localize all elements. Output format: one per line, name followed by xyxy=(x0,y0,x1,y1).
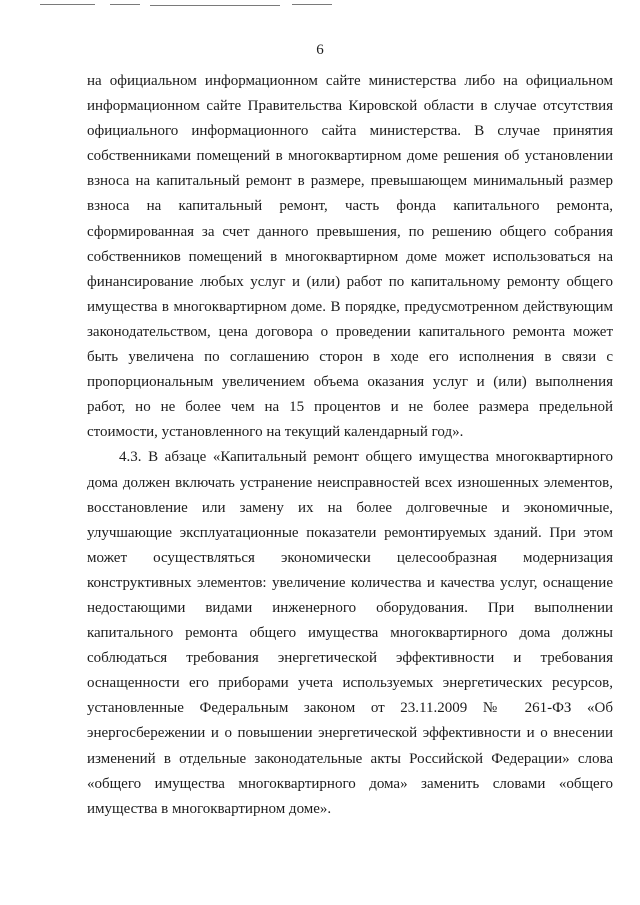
paragraph-item-4-3: 4.3. В абзаце «Капитальный ремонт общего имущества многоквартирного дома должен включать устранение неисправностей всех изношенных элементов, восстановление или замену их на более долговечные и экономичные, улучшающие эксплуатационные показатели ремонтируемых зданий. При этом может осуществляться экономически целесообразная модернизация конструктивных элементов: увеличение количества и качества услуг, оснащение недостающими видами инженерного оборудования. При выполнении капитального ремонта общего имущества многоквартирного дома должны соблюдаться требования энергетической эффективности и требования оснащенности его приборами учета используемых энергетических ресурсов, установленные Федеральным законом от 23.11.2009 № 261-ФЗ «Об энергосбережении и о повышении энергетической эффективности и о внесении изменений в отдельные законодательные акты Российской Федерации» слова «общего имущества многоквартирного дома» заменить словами «общего имущества в многоквартирном доме». xyxy=(87,449,613,817)
page-number: 6 xyxy=(316,42,324,58)
document-body xyxy=(87,69,613,822)
paragraph-continuation: на официальном информационном сайте министерства либо на официальном информационном сайте Правительства Кировской области в случае отсутствия официального информационного сайта министерства. В случае принятия собственниками помещений в многоквартирном доме решения об установлении взноса на капитальный ремонт в размере, превышающем минимальный размер взноса на капитальный ремонт, часть фонда капитального ремонта, сформированная за счет данного превышения, по решению общего собрания собственников помещений в многоквартирном доме может использоваться на финансирование любых услуг и (или) работ по капитальному ремонту общего имущества в многоквартирном доме. В порядке, предусмотренном действующим законодательством, цена договора о проведении капитального ремонта может быть увеличена по соглашению сторон в ходе его исполнения в связи с пропорциональным увеличением объема оказания услуг и (или) выполнения работ, но не более чем на 15 процентов и не более размера предельной стоимости, установленного на текущий календарный год». xyxy=(87,73,613,441)
